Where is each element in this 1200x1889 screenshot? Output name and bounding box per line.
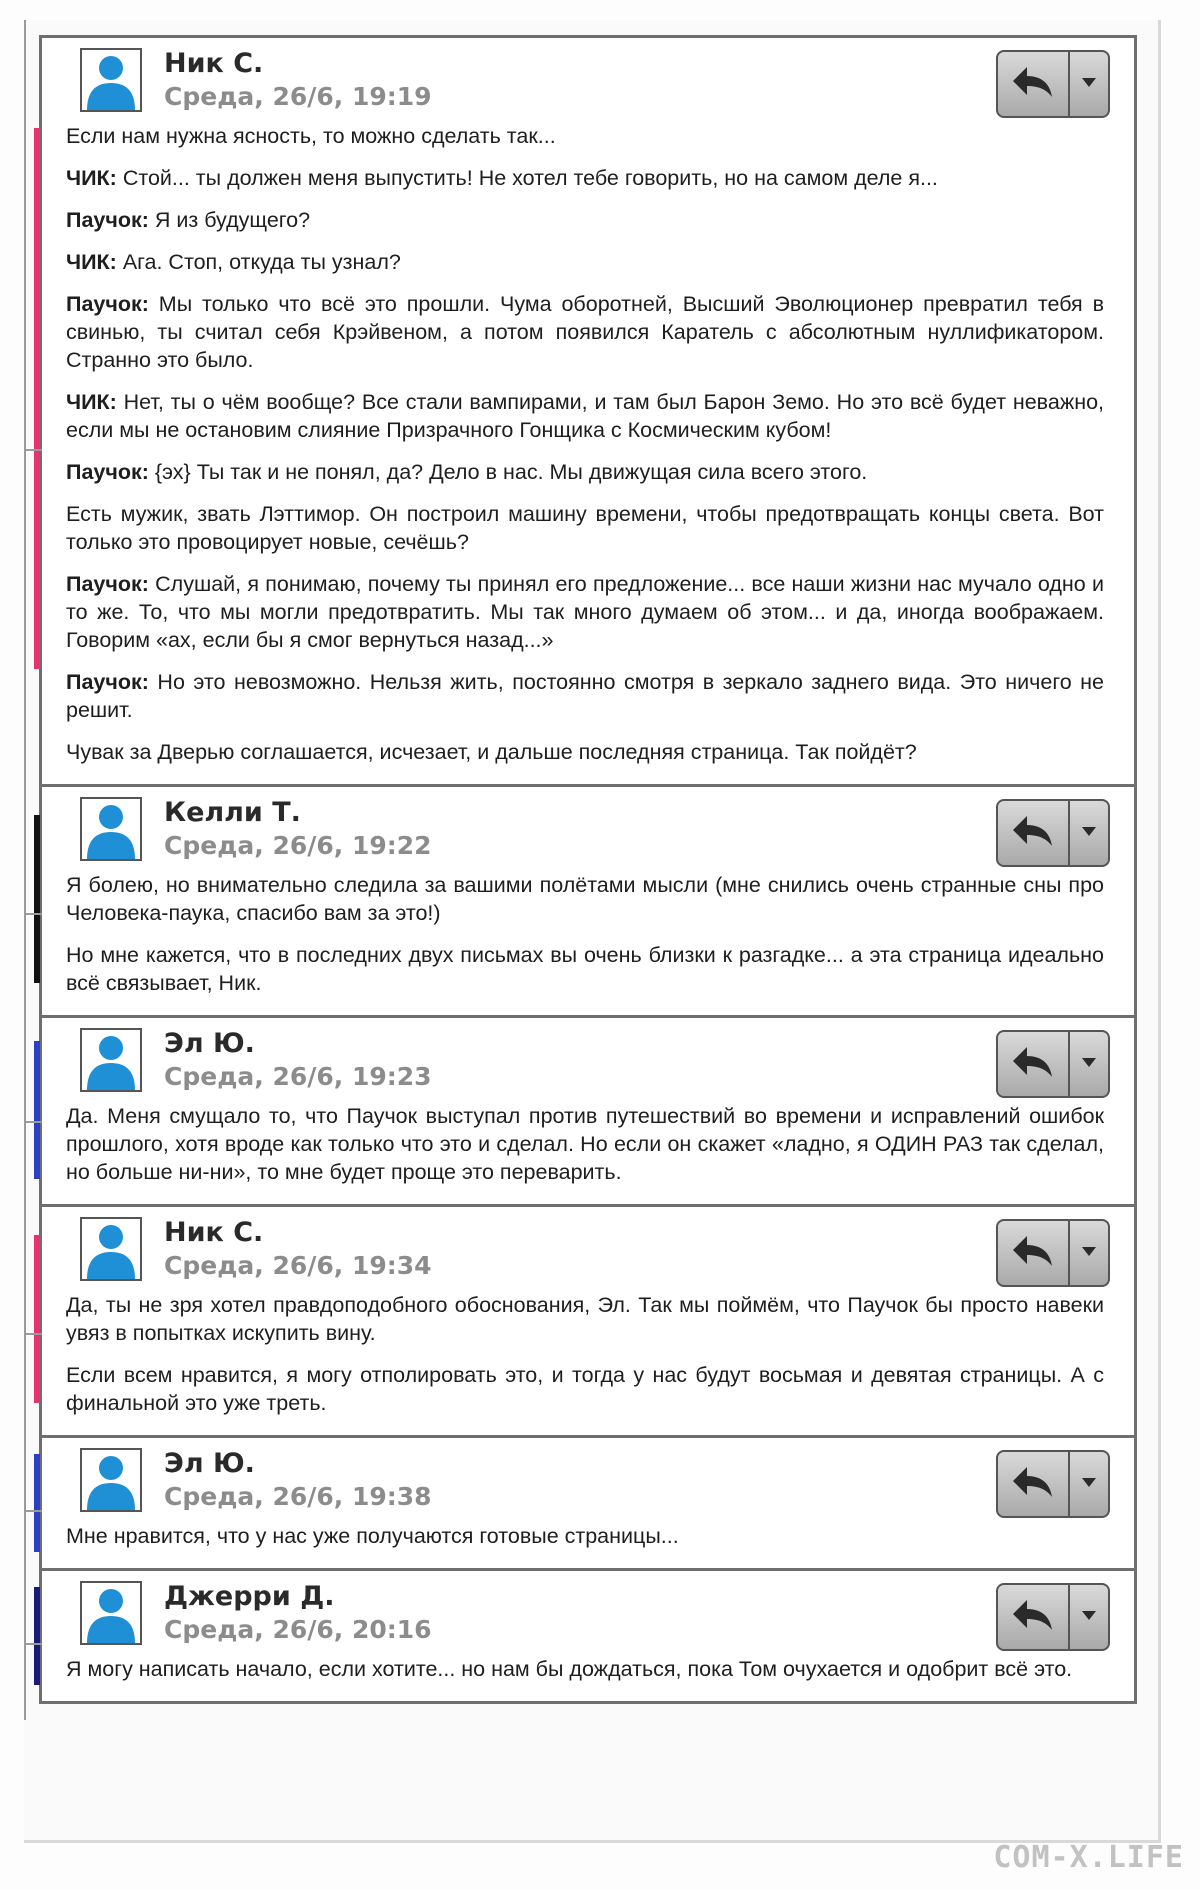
paragraph-text: Есть мужик, звать Лэттимор. Он построил машину времени, чтобы предотвращать концы света. Вот только это провоцирует новые, сечёшь? xyxy=(66,502,1104,554)
email-post xyxy=(39,35,1137,787)
post-paragraph xyxy=(66,1291,1104,1347)
post-paragraph xyxy=(66,122,1104,150)
email-post xyxy=(39,1015,1137,1207)
paragraph-text: Чувак за Дверью соглашается, исчезает, и дальше последняя страница. Так пойдёт? xyxy=(66,740,917,764)
reply-arrow-icon xyxy=(1011,814,1055,853)
post-timestamp: Среда, 26/6, 19:38 xyxy=(164,1482,432,1511)
email-post xyxy=(39,1204,1137,1438)
post-header xyxy=(66,1207,1104,1291)
post-author: Келли Т. xyxy=(164,797,301,828)
reply-arrow-icon xyxy=(1011,65,1055,104)
paragraph-text: Слушай, я понимаю, почему ты принял его предложение... все наши жизни нас мучало одно и то же. То, что мы могли предотвратить. Мы так много думаем об этом... и да, иногда воображаем. Говорим «ах, если бы я смог вернуться назад...» xyxy=(66,572,1104,652)
post-header xyxy=(66,1571,1104,1655)
post-paragraph xyxy=(66,388,1104,444)
paragraph-text: Я болею, но внимательно следила за вашими полётами мысли (мне снились очень странные сны про Человека-паука, спасибо вам за это!) xyxy=(66,873,1104,925)
reply-options-button[interactable] xyxy=(1070,801,1108,865)
email-post xyxy=(39,1435,1137,1571)
chevron-down-icon xyxy=(1081,824,1097,842)
paragraph-text: Мне нравится, что у нас уже получаются готовые страницы... xyxy=(66,1524,679,1548)
post-author: Эл Ю. xyxy=(164,1028,255,1059)
post-paragraph xyxy=(66,738,1104,766)
paragraph-text: Если нам нужна ясность, то можно сделать так... xyxy=(66,124,556,148)
post-paragraph xyxy=(66,570,1104,654)
reply-button[interactable] xyxy=(998,52,1070,116)
post-paragraph xyxy=(66,290,1104,374)
reply-button[interactable] xyxy=(998,1032,1070,1096)
speaker-label: Паучок: xyxy=(66,292,149,316)
post-timestamp: Среда, 26/6, 19:22 xyxy=(164,831,432,860)
post-paragraph xyxy=(66,458,1104,486)
user-avatar-icon xyxy=(80,48,142,112)
reply-button[interactable] xyxy=(998,1452,1070,1516)
speaker-label: Паучок: xyxy=(66,208,149,232)
reply-button[interactable] xyxy=(998,801,1070,865)
reply-control xyxy=(996,1583,1110,1651)
post-timestamp: Среда, 26/6, 19:34 xyxy=(164,1251,432,1280)
paragraph-text: {эх} Ты так и не понял, да? Дело в нас. Мы движущая сила всего этого. xyxy=(148,460,868,484)
post-paragraph xyxy=(66,248,1104,276)
user-avatar-icon xyxy=(80,1581,142,1645)
reply-control xyxy=(996,1450,1110,1518)
speaker-label: Паучок: xyxy=(66,572,149,596)
post-body xyxy=(66,122,1104,766)
chevron-down-icon xyxy=(1081,1055,1097,1073)
reply-arrow-icon xyxy=(1011,1598,1055,1637)
post-body xyxy=(66,1522,1104,1550)
thread-tick xyxy=(24,1643,42,1645)
paragraph-text: Да, ты не зря хотел правдоподобного обоснования, Эл. Так мы поймём, что Паучок бы просто навеки увяз в попытках искупить вину. xyxy=(66,1293,1104,1345)
post-header xyxy=(66,38,1104,122)
post-paragraph xyxy=(66,668,1104,724)
post-paragraph xyxy=(66,1522,1104,1550)
reply-arrow-icon xyxy=(1011,1234,1055,1273)
speaker-label: ЧИК: xyxy=(66,250,117,274)
post-paragraph xyxy=(66,1102,1104,1186)
post-accent-bar xyxy=(34,1041,40,1179)
watermark: COM-X.LIFE xyxy=(993,1840,1184,1875)
post-timestamp: Среда, 26/6, 20:16 xyxy=(164,1615,432,1644)
paragraph-text: Я из будущего? xyxy=(148,208,311,232)
paragraph-text: Но это невозможно. Нельзя жить, постоянно смотря в зеркало заднего вида. Это ничего не решит. xyxy=(66,670,1104,722)
reply-control xyxy=(996,1030,1110,1098)
post-body xyxy=(66,1291,1104,1417)
paragraph-text: Да. Меня смущало то, что Паучок выступал против путешествий во времени и исправлений ошибок прошлого, хотя вроде как только что это и сделал. Но если он скажет «ладно, я ОДИН РАЗ так сделал, но больше ни-ни», то мне будет проще это переварить. xyxy=(66,1104,1104,1184)
thread-tick xyxy=(24,1333,42,1335)
speaker-label: ЧИК: xyxy=(66,166,117,190)
speaker-label: ЧИК: xyxy=(66,390,117,414)
post-author: Эл Ю. xyxy=(164,1448,255,1479)
post-accent-bar xyxy=(34,1587,40,1685)
reply-options-button[interactable] xyxy=(1070,1032,1108,1096)
thread-tick xyxy=(24,913,42,915)
thread-tick xyxy=(24,1121,42,1123)
paragraph-text: Я могу написать начало, если хотите... но нам бы дождаться, пока Том очухается и одобрит всё это. xyxy=(66,1657,1073,1681)
post-author: Джерри Д. xyxy=(164,1581,335,1612)
post-paragraph xyxy=(66,871,1104,927)
paragraph-text: Если всем нравится, я могу отполировать это, и тогда у нас будут восьмая и девятая страницы. А с финальной это уже треть. xyxy=(66,1363,1104,1415)
user-avatar-icon xyxy=(80,1448,142,1512)
reply-arrow-icon xyxy=(1011,1045,1055,1084)
post-paragraph xyxy=(66,1655,1104,1683)
paragraph-text: Ага. Стоп, откуда ты узнал? xyxy=(116,250,401,274)
reply-button[interactable] xyxy=(998,1221,1070,1285)
chevron-down-icon xyxy=(1081,1244,1097,1262)
post-timestamp: Среда, 26/6, 19:19 xyxy=(164,82,432,111)
post-paragraph xyxy=(66,500,1104,556)
post-author: Ник С. xyxy=(164,48,264,79)
email-thread xyxy=(39,38,1137,1704)
post-accent-bar xyxy=(34,1454,40,1552)
post-body xyxy=(66,871,1104,997)
reply-control xyxy=(996,50,1110,118)
post-body xyxy=(66,1102,1104,1186)
reply-options-button[interactable] xyxy=(1070,1585,1108,1649)
chevron-down-icon xyxy=(1081,75,1097,93)
speaker-label: Паучок: xyxy=(66,670,149,694)
thread-tick xyxy=(24,1510,42,1512)
post-header xyxy=(66,1018,1104,1102)
reply-options-button[interactable] xyxy=(1070,1221,1108,1285)
reply-button[interactable] xyxy=(998,1585,1070,1649)
post-accent-bar xyxy=(34,815,40,983)
post-paragraph xyxy=(66,941,1104,997)
paragraph-text: Стой... ты должен меня выпустить! Не хотел тебе говорить, но на самом деле я... xyxy=(116,166,938,190)
paragraph-text: Мы только что всё это прошли. Чума оборотней, Высший Эволюционер превратил тебя в свинью, ты считал себя Крэйвеном, а потом появился Каратель с абсолютным нуллификатором. Странно это было. xyxy=(66,292,1104,372)
post-paragraph xyxy=(66,1361,1104,1417)
chevron-down-icon xyxy=(1081,1475,1097,1493)
reply-options-button[interactable] xyxy=(1070,52,1108,116)
user-avatar-icon xyxy=(80,1217,142,1281)
post-timestamp: Среда, 26/6, 19:23 xyxy=(164,1062,432,1091)
post-accent-bar xyxy=(34,128,40,669)
post-header xyxy=(66,787,1104,871)
reply-arrow-icon xyxy=(1011,1465,1055,1504)
post-author: Ник С. xyxy=(164,1217,264,1248)
email-post xyxy=(39,1568,1137,1704)
reply-control xyxy=(996,799,1110,867)
chevron-down-icon xyxy=(1081,1608,1097,1626)
reply-options-button[interactable] xyxy=(1070,1452,1108,1516)
thread-tick xyxy=(24,449,42,451)
thread-line xyxy=(24,20,26,1720)
speaker-label: Паучок: xyxy=(66,460,149,484)
post-header xyxy=(66,1438,1104,1522)
reply-control xyxy=(996,1219,1110,1287)
user-avatar-icon xyxy=(80,797,142,861)
post-body xyxy=(66,1655,1104,1683)
paragraph-text: Но мне кажется, что в последних двух письмах вы очень близки к разгадке... а эта страница идеально всё связывает, Ник. xyxy=(66,943,1104,995)
post-paragraph xyxy=(66,164,1104,192)
post-paragraph xyxy=(66,206,1104,234)
post-accent-bar xyxy=(34,1235,40,1403)
email-post xyxy=(39,784,1137,1018)
paragraph-text: Нет, ты о чём вообще? Все стали вампирами, и там был Барон Земо. Но это всё будет неважно, если мы не остановим слияние Призрачного Гонщика с Космическим кубом! xyxy=(66,390,1104,442)
user-avatar-icon xyxy=(80,1028,142,1092)
